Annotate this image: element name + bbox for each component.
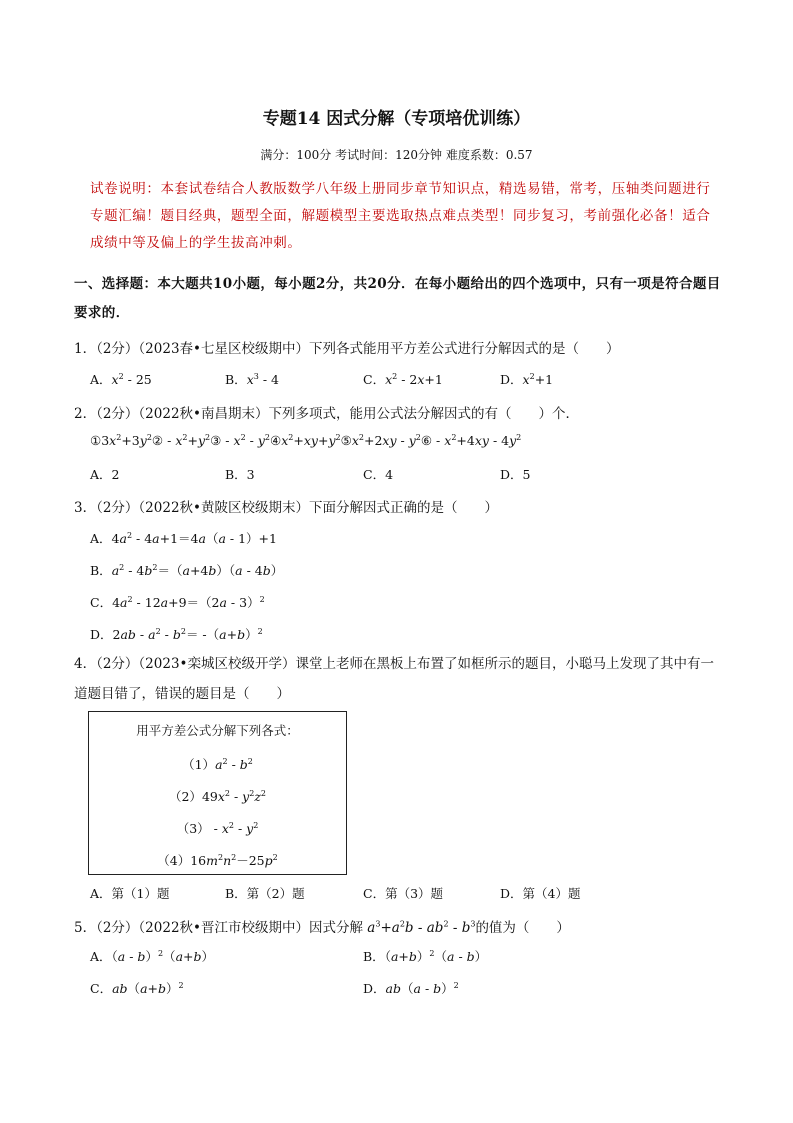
q2-option-b: B．3	[225, 467, 255, 482]
question-4-stem: 4．（2分）（2023•栾城区校级开学）课堂上老师在黑板上布置了如框所示的题目，小聪马上发现了其中有一道题目错了，错误的题目是（ ）	[74, 656, 714, 702]
q1-option-c: C．$x^2 - 2x+1$	[363, 371, 443, 387]
intro-text: 类型！同步复习，考前强化必备！适合	[470, 208, 711, 224]
intro-highlight: 压轴	[611, 181, 640, 197]
exam-meta: 满分：100分 考试时间：120分钟 难度系数：0.57	[260, 148, 533, 162]
q1-option-d: D．$x^2+1$	[500, 371, 554, 387]
question-1-stem: 1．（2分）（2023春•七星区校级期中）下列各式能用平方差公式进行分解因式的是（ ）	[74, 341, 620, 357]
question-2-stem: 2．（2分）（2022秋•南昌期末）下列多项式，能用公式法分解因式的有（ ）个．	[74, 406, 579, 422]
intro-text: ，	[597, 181, 612, 197]
q1-option-b: B．$x^3 - 4$	[225, 371, 279, 387]
question-5-stem: 5．（2分）（2022秋•晋江市校级期中）因式分解 $a^3+a^2b - ab^2 - b^3$的值为（ ）	[74, 919, 570, 936]
q4-option-b: B．第（2）题	[225, 886, 305, 901]
q4-option-d: D．第（4）题	[500, 886, 581, 901]
intro-highlight: 成绩中等及偏上	[90, 235, 189, 251]
intro-text: ，	[555, 181, 570, 197]
q2-option-a: A．2	[90, 467, 120, 482]
q3-option-d: D．$2ab - a^2 - b^2= -(a+b)^2$	[90, 626, 263, 642]
intro-text: 的学生拔高冲刺。	[188, 235, 302, 251]
q2-option-c: C．4	[363, 467, 394, 482]
q5-option-d: D．ab（a - b）$^2$	[363, 980, 459, 996]
box-item-1: $(1)a^2 - b^2$	[182, 756, 253, 772]
box-item-4: $(4)16m^2n^2-25p^2$	[157, 852, 278, 868]
page-title: 专题14 因式分解（专项培优训练）	[262, 109, 531, 129]
q3-option-c: C．$4a^2 - 12a+9=(2a - 3)^2$	[90, 594, 265, 610]
problem-box	[88, 711, 347, 875]
intro-highlight: 常考	[569, 181, 598, 197]
section-heading: 一、选择题：本大题共10小题，每小题2分，共20分．在每小题给出的四个选项中，只有一项是符合题目要求的．	[74, 276, 721, 321]
q3-option-b: B．$a^2 - 4b^2=(a+4b)(a - 4b)$	[90, 562, 284, 578]
q4-option-c: C．第（3）题	[363, 886, 444, 901]
intro-text: 试卷说明：本套试卷结合人教版数学八年级上册同步章节知识点，精选	[90, 181, 528, 197]
box-title: 用平方差公式分解下列各式：	[136, 723, 299, 738]
q2-polynomial-list: $①3x^2+3y^2②$ - $x^2+y^2③ - x^2$ - $y^2④x^2+xy+y^2⑤x^2+2xy$ - $y^2⑥ - x^2+4xy - 4y^2$	[90, 432, 522, 448]
exam-instructions	[90, 176, 720, 257]
q5-option-c: C．$ab(a+b)^2$	[90, 980, 184, 996]
q2-option-d: D．5	[500, 467, 531, 482]
q1-option-a: A．$x^2 - 25$	[90, 371, 152, 387]
box-item-3: $(3) - x^2 - y^2$	[176, 820, 259, 836]
intro-text: 类问题进行专题汇编！题目经典，题型全面，解题模型主要选取	[90, 181, 711, 224]
q5-option-a: A．（a - b）$^2$（a+b）	[90, 948, 215, 964]
intro-highlight: 易错	[527, 181, 556, 197]
q5-option-b: B．$(a+b)^2(a - b)$	[363, 948, 488, 964]
intro-highlight: 热点难点	[414, 208, 471, 224]
q3-option-a: A．$4a^2 - 4a+1=4a(a - 1)+1$	[90, 530, 277, 546]
q4-option-a: A．第（1）题	[90, 886, 170, 901]
question-3-stem: 3．（2分）（2022秋•黄陂区校级期末）下面分解因式正确的是（ ）	[74, 500, 498, 516]
box-item-2: $(2)49x^2 - y^2z^2$	[168, 788, 267, 804]
